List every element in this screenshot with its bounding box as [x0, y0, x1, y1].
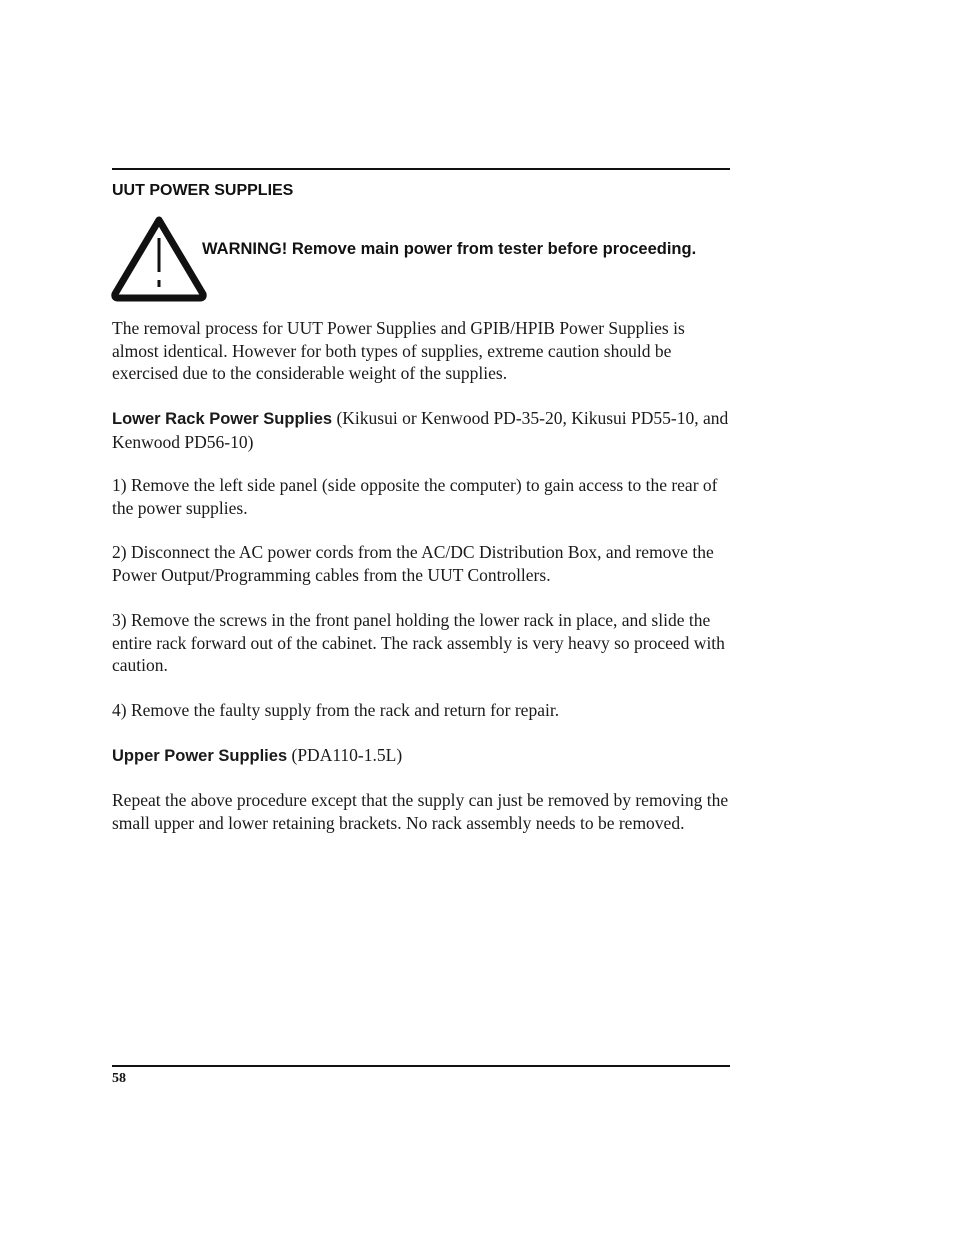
lower-rack-paragraph — [112, 407, 732, 453]
page-number: 58 — [112, 1071, 126, 1086]
upper-supplies-title: Upper Power Supplies — [112, 747, 288, 765]
warning-message: WARNING! Remove main power from tester before proceeding. — [202, 240, 697, 258]
section-heading: UUT POWER SUPPLIES — [112, 182, 294, 199]
step-2: 2) Disconnect the AC power cords from the AC/DC Distribution Box, and remove the Power Output/Programming cables from the UUT Controllers. — [112, 542, 714, 585]
bottom-rule — [112, 1065, 730, 1067]
lower-rack-title: Lower Rack Power Supplies — [112, 410, 333, 428]
warning-triangle-icon — [111, 214, 207, 302]
lower-rack-models: (Kikusui or Kenwood PD-35-20, Kikusui PD55-10, and Kenwood PD56-10) — [112, 408, 729, 452]
step-1: 1) Remove the left side panel (side opposite the computer) to gain access to the rear of the power supplies. — [112, 475, 718, 518]
upper-supplies-models: (PDA110-1.5L) — [287, 745, 403, 765]
step-4: 4) Remove the faulty supply from the rack and return for repair. — [112, 700, 560, 720]
intro-paragraph: The removal process for UUT Power Supplies and GPIB/HPIB Power Supplies is almost identical. However for both types of supplies, extreme caution should be exercised due to the considerable weight of the supplies. — [112, 318, 685, 383]
top-rule — [112, 168, 730, 170]
upper-supplies-paragraph — [112, 744, 732, 768]
upper-supplies-instructions: Repeat the above procedure except that the supply can just be removed by removing the small upper and lower retaining brackets. No rack assembly needs to be removed. — [112, 790, 729, 833]
step-3: 3) Remove the screws in the front panel holding the lower rack in place, and slide the entire rack forward out of the cabinet. The rack assembly is very heavy so proceed with caution. — [112, 610, 725, 675]
